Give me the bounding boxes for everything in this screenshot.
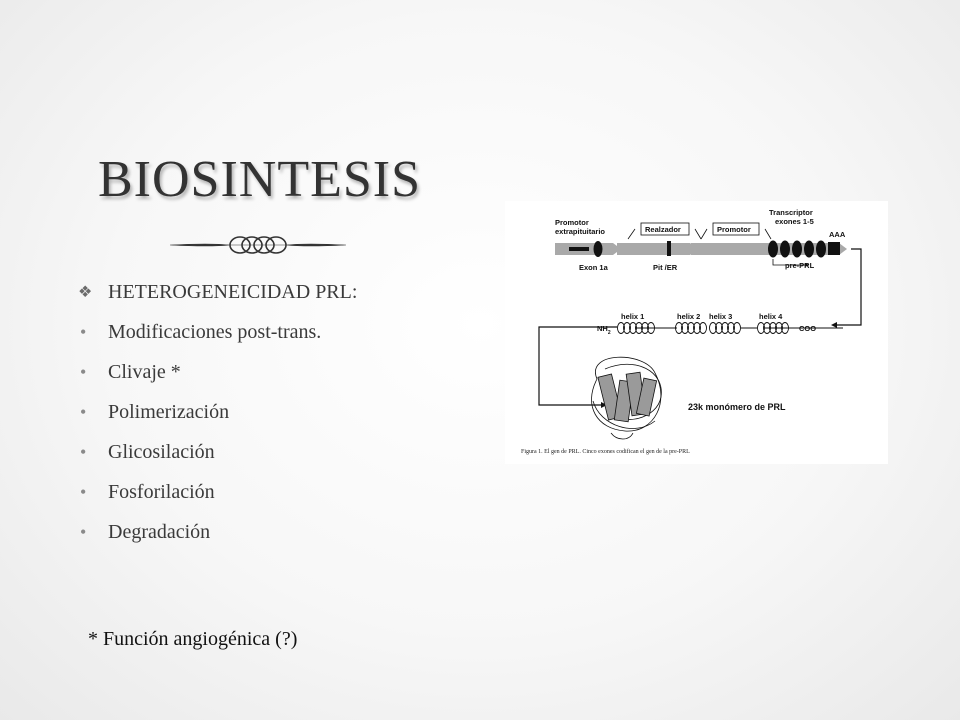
gene-segment-pit: [617, 243, 698, 255]
exon-marker: [816, 241, 826, 258]
connector-arrow: [837, 249, 861, 325]
nh2-label: [597, 324, 611, 336]
pre-prl-label: pre-PRL: [785, 261, 815, 270]
helix4-label: helix 4: [759, 312, 783, 321]
figure-caption: Figura 1. El gen de PRL. Cinco exones codifican el gen de la pre-PRL: [521, 449, 690, 455]
exon-marker: [768, 241, 778, 258]
prl-gene-diagram: [505, 201, 888, 464]
transcriptor-label: Transcriptor: [769, 208, 813, 217]
exon1a-marker: [594, 241, 603, 257]
bullet-item: [78, 478, 357, 518]
helix3-label: helix 3: [709, 312, 733, 321]
helix3-coil: [710, 323, 741, 334]
promotor-label: Promotor: [717, 225, 751, 234]
polyA-marker: [828, 242, 840, 255]
bullet-text: Modificaciones post-trans.: [108, 321, 322, 343]
bullet-text: Polimerización: [108, 401, 230, 423]
helix2-label: helix 2: [677, 312, 701, 321]
helix2-coil: [676, 323, 707, 334]
nh2-text: NH: [597, 324, 608, 333]
bullet-item: [78, 358, 357, 398]
bullet-text: HETEROGENEICIDAD PRL:: [108, 281, 358, 303]
bullet-item: [78, 318, 357, 358]
bullet-text: Clivaje *: [108, 361, 181, 383]
bullet-list: [78, 278, 357, 558]
bullet-dot-icon: •: [80, 402, 87, 422]
bullet-dot-icon: •: [80, 322, 87, 342]
bullet-item: [78, 438, 357, 478]
bullet-heading: [78, 278, 357, 318]
diamond-bullet-icon: ❖: [78, 284, 93, 301]
title-ornament: [170, 232, 346, 258]
bullet-dot-icon: •: [80, 522, 87, 542]
exon1a-bar: [569, 247, 589, 251]
nh2-subscript: 2: [607, 330, 611, 336]
bullet-text: Degradación: [108, 521, 211, 543]
bullet-item: [78, 398, 357, 438]
bullet-item: [78, 518, 357, 558]
exones-label: exones 1-5: [775, 217, 814, 226]
realzador-label: Realzador: [645, 225, 681, 234]
prl-gene-figure: [505, 201, 888, 464]
slide-title: BIOSINTESIS: [98, 151, 422, 208]
pit-er-marker: [667, 241, 671, 256]
bullet-text: Glicosilación: [108, 441, 215, 463]
polyA-label: AAA: [829, 230, 846, 239]
coo-label: COO: [799, 324, 817, 333]
prl-monomer-structure: [592, 357, 662, 439]
exon1a-label: Exon 1a: [579, 263, 608, 272]
footnote: * Función angiogénica (?): [88, 628, 298, 650]
bullet-dot-icon: •: [80, 482, 87, 502]
bullet-dot-icon: •: [80, 442, 87, 462]
exon-marker: [804, 241, 814, 258]
arrowhead-icon: [831, 322, 837, 328]
exon-marker: [780, 241, 790, 258]
monomer-label: 23k monómero de PRL: [688, 402, 786, 412]
promotor-extrapituitario-label: Promotor: [555, 218, 589, 227]
exon-marker: [792, 241, 802, 258]
promotor-extrapituitario-label-2: extrapituitario: [555, 227, 606, 236]
bullet-text: Fosforilación: [108, 481, 215, 503]
helix1-label: helix 1: [621, 312, 645, 321]
pit-er-label: Pit /ER: [653, 263, 678, 272]
bullet-dot-icon: •: [80, 362, 87, 382]
